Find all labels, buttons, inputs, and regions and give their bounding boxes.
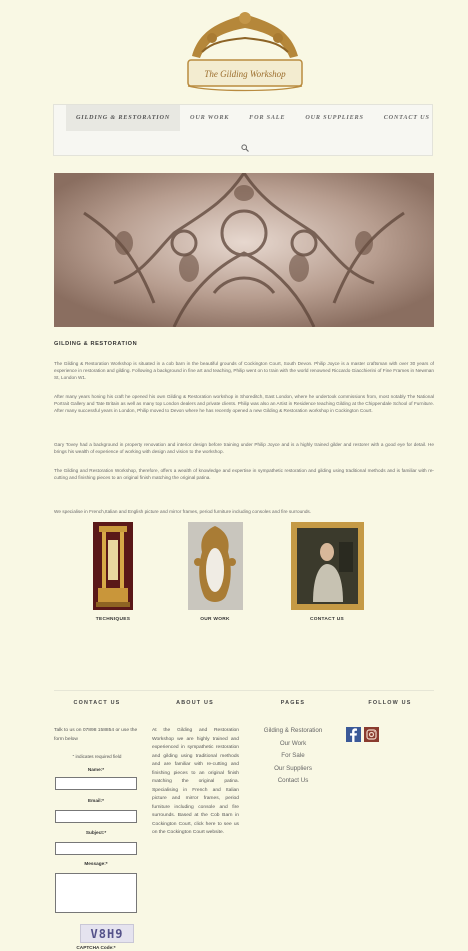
pages-links bbox=[250, 725, 336, 788]
message-textarea[interactable] bbox=[55, 873, 137, 913]
name-label: Name:* bbox=[87, 767, 105, 772]
pages-link-suppliers[interactable]: Our Suppliers bbox=[274, 764, 312, 772]
intro-paragraph-3: Gary Tovey had a background in property renovation and interior design before training under Philip Joyce and is a highly trained gilder and restorer with a good eye for detail. He brings his wealth of experience of working with design and vision to the workshop. bbox=[54, 442, 434, 455]
intro-paragraph-2: After many years honing his craft he opened his own Gilding & Restoration workshop in Shoreditch, East London, where he undertook commissions from, most notably The National Portrait Gallery and Tate Britain as well as many top London dealers and private clients. Philip was also an Artist in Residence teaching Gilding at the Chippendale School of Furniture. After many successful years in London, Philip moved to Devon where he has recently opened a new Gilding & Restoration workshop in Cockington Court. bbox=[54, 394, 434, 414]
our-work-image bbox=[188, 522, 243, 610]
about-text: At the Gilding and Restoration Workshop we are highly trained and experienced in sympathetic restoration and gilding using traditional methods and are familiar with re-cutting and finishing pieces to an original finish matching the original patina. Specialising in French and Italian picture and mirror frames, period furniture including console and fire surrounds. Based at the Cob Barn in Cockington Court, click here to see us on the Cockington Court website. bbox=[152, 728, 239, 835]
captcha-image bbox=[80, 924, 134, 943]
specialise-text: We specialise in French,Italian and English picture and mirror frames, period furniture including consoles and fire surrounds. bbox=[54, 509, 312, 514]
thumb-techniques[interactable] bbox=[91, 522, 135, 622]
captcha-label: CAPTCHA Code:* bbox=[76, 945, 116, 950]
search-icon[interactable] bbox=[241, 139, 251, 149]
hero-image bbox=[54, 173, 434, 327]
subject-label: Subject:* bbox=[85, 830, 107, 835]
intro-paragraph-1: The Gilding & Restoration Workshop is situated in a cob barn in the beautiful grounds of Cockington Court, South Devon. Philip Joyce is a master craftsman with over 30 years of experience in restoration and gilding. Following a background in fine art and teaching, Philip went on to train with the world renowned Riccardo Giacchierini of Fine Frames in Newman St, London W1. bbox=[54, 361, 434, 381]
name-field[interactable] bbox=[55, 777, 137, 790]
thumb-caption-techniques: TECHNIQUES bbox=[95, 617, 131, 622]
footer-heading-contact: CONTACT US bbox=[73, 700, 121, 706]
techniques-image bbox=[93, 522, 133, 610]
nav-our-work[interactable]: OUR WORK bbox=[190, 114, 230, 121]
nav-for-sale[interactable]: FOR SALE bbox=[249, 114, 286, 121]
contact-intro: Talk to us on 07898 158854 or use the form below bbox=[54, 728, 138, 742]
intro-paragraph-4: The Gilding and Restoration Workshop, therefore, offers a wealth of knowledge and expertise in sympathetic restoration and gilding using traditional methods and is familiar with re-cutting and finishing pieces to an original finish matching the original patina. bbox=[54, 468, 434, 481]
thumb-caption-our-work: OUR WORK bbox=[200, 617, 230, 622]
main-navigation bbox=[53, 104, 433, 156]
nav-gilding-restoration[interactable]: GILDING & RESTORATION bbox=[66, 105, 180, 131]
logo-text: The Gilding Workshop bbox=[204, 69, 286, 79]
pages-link-for-sale[interactable]: For Sale bbox=[281, 752, 305, 759]
contact-us-image bbox=[291, 522, 364, 610]
footer-heading-about: ABOUT US bbox=[176, 700, 214, 706]
email-label: Email:* bbox=[88, 798, 104, 803]
email-field[interactable] bbox=[55, 810, 137, 823]
subject-field[interactable] bbox=[55, 842, 137, 855]
instagram-icon[interactable] bbox=[364, 727, 379, 742]
thumb-contact-us[interactable] bbox=[290, 522, 364, 622]
thumb-caption-contact-us: CONTACT US bbox=[309, 617, 345, 622]
thumb-our-work[interactable] bbox=[187, 522, 243, 622]
site-logo[interactable] bbox=[182, 8, 308, 92]
pages-link-contact[interactable]: Contact Us bbox=[277, 777, 309, 784]
footer-divider bbox=[54, 690, 434, 691]
footer-heading-pages: PAGES bbox=[280, 700, 306, 706]
captcha-text: V8H9 bbox=[90, 927, 124, 941]
footer-heading-follow: FOLLOW US bbox=[368, 700, 412, 706]
message-label: Message:* bbox=[84, 861, 108, 866]
pages-link-our-work[interactable]: Our Work bbox=[279, 739, 307, 747]
nav-contact-us[interactable]: CONTACT US bbox=[383, 114, 430, 121]
facebook-icon[interactable] bbox=[346, 727, 361, 742]
pages-link-gilding[interactable]: Gilding & Restoration bbox=[263, 727, 323, 734]
page-title: GILDING & RESTORATION bbox=[54, 341, 138, 347]
required-note: " indicates required field bbox=[72, 754, 122, 759]
nav-our-suppliers[interactable]: OUR SUPPLIERS bbox=[305, 114, 364, 121]
